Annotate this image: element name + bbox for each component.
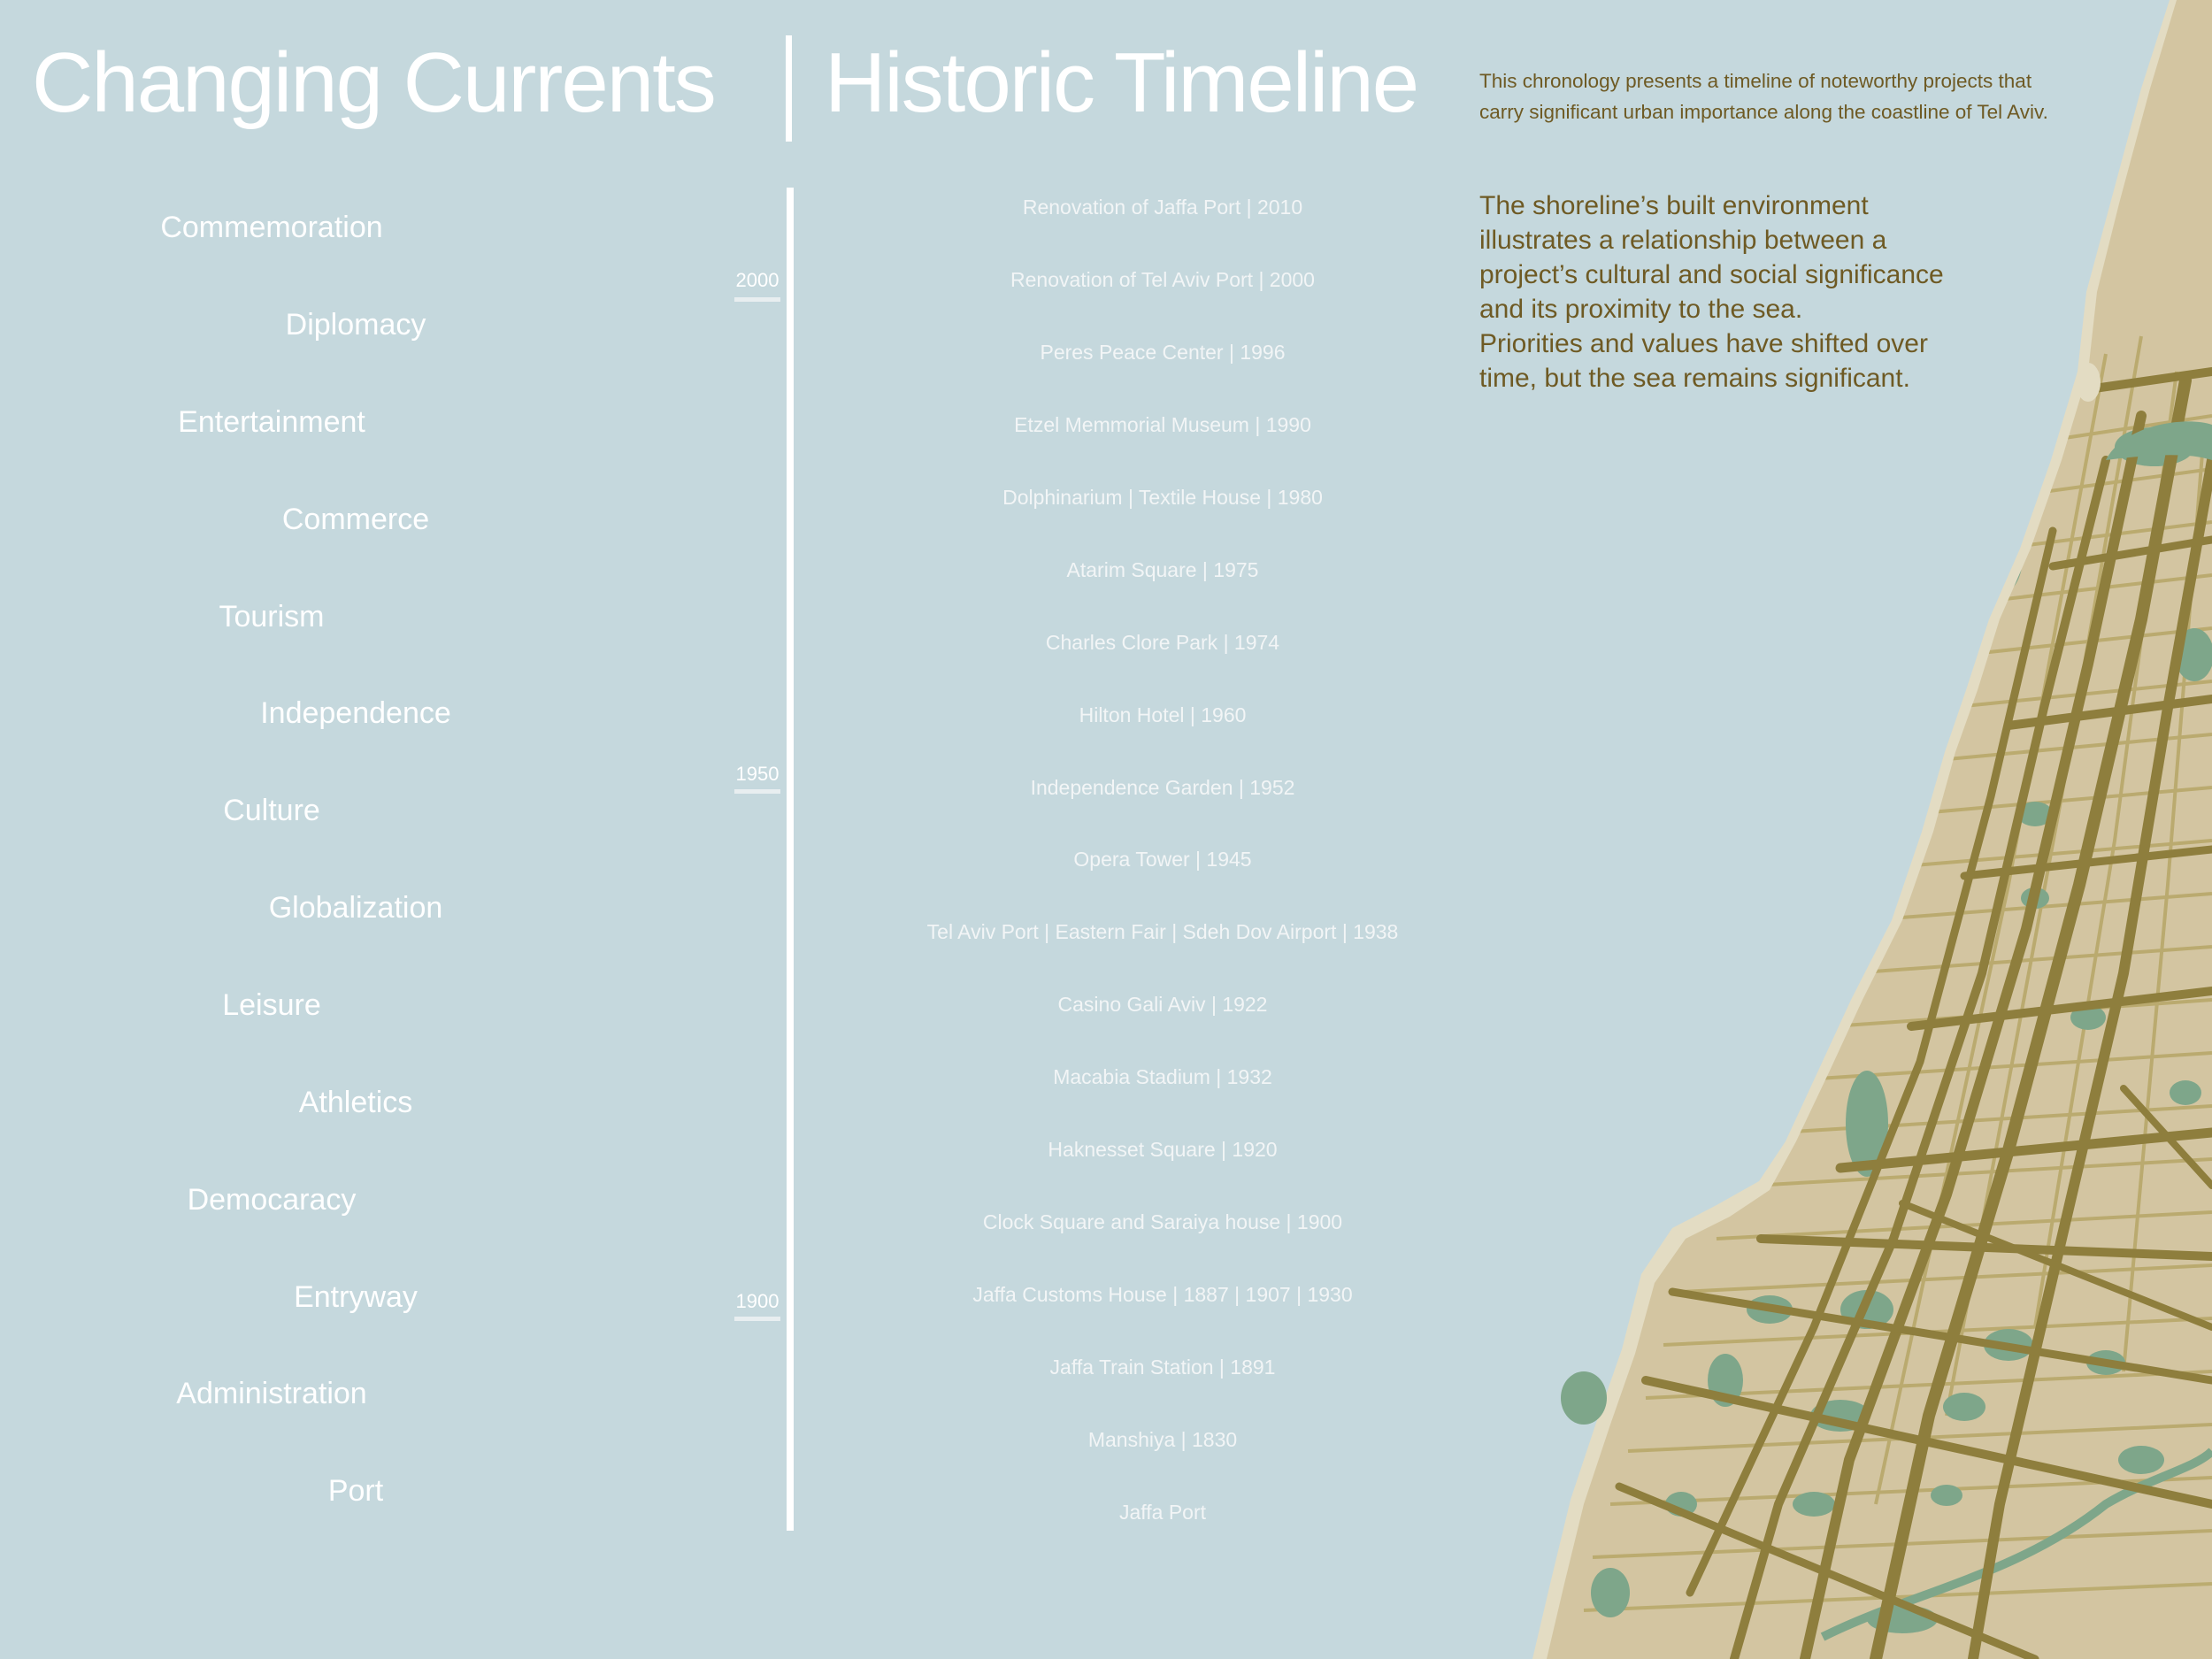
timeline-event: Opera Tower | 1945	[1073, 848, 1252, 871]
theme-label: Commerce	[281, 503, 430, 536]
timeline-event: Macabia Stadium | 1932	[1053, 1065, 1272, 1088]
timeline-event: Independence Garden | 1952	[1030, 776, 1295, 799]
axis-year-label: 1950	[735, 763, 780, 785]
theme-label: Democaracy	[187, 1183, 357, 1217]
intro-paragraph	[1479, 65, 2152, 127]
axis-year-label: 1900	[735, 1290, 780, 1312]
theme-label: Leisure	[222, 988, 321, 1022]
title-separator	[786, 35, 792, 142]
timeline-event: Clock Square and Saraiya house | 1900	[982, 1210, 1343, 1233]
intro-line-2: carry significant urban importance along the coastline of Tel Aviv.	[1479, 101, 2048, 123]
timeline-event: Haknesset Square | 1920	[1048, 1138, 1278, 1161]
timeline-event: Peres Peace Center | 1996	[1040, 341, 1286, 364]
statement-line: Priorities and values have shifted over	[1479, 329, 1928, 358]
theme-label: Entertainment	[178, 405, 365, 439]
theme-label: Port	[327, 1474, 384, 1508]
statement-line: project’s cultural and social significance	[1479, 260, 1944, 289]
theme-label: Tourism	[219, 600, 325, 634]
timeline-event: Atarim Square | 1975	[1066, 558, 1259, 581]
axis-year-label: 2000	[735, 269, 780, 291]
timeline-event: Dolphinarium | Textile House | 1980	[1002, 486, 1323, 509]
page-title-left: Changing Currents	[32, 35, 715, 130]
timeline-event: Tel Aviv Port | Eastern Fair | Sdeh Dov Airport | 1938	[926, 920, 1399, 943]
statement-line: and its proximity to the sea.	[1479, 295, 1803, 324]
statement-line: time, but the sea remains significant.	[1479, 364, 1910, 393]
theme-label: Culture	[223, 794, 320, 827]
theme-label: Diplomacy	[285, 308, 426, 342]
timeline-event: Renovation of Jaffa Port | 2010	[1022, 196, 1303, 219]
theme-label: Entryway	[294, 1280, 418, 1314]
theme-label: Globalization	[268, 891, 443, 925]
statement-paragraph	[1479, 188, 2081, 396]
theme-label: Administration	[176, 1377, 367, 1410]
axis-year-tick	[734, 1317, 780, 1321]
timeline-event: Renovation of Tel Aviv Port | 2000	[1010, 268, 1315, 291]
axis-year-tick	[734, 789, 780, 794]
timeline-event: Charles Clore Park | 1974	[1045, 631, 1280, 654]
theme-label: Commemoration	[160, 211, 383, 244]
theme-label: Athletics	[298, 1086, 413, 1119]
axis-year-tick	[734, 297, 780, 302]
intro-line-1: This chronology presents a timeline of noteworthy projects that	[1479, 70, 2032, 92]
timeline-axis	[787, 188, 794, 1531]
theme-label: Independence	[260, 696, 451, 730]
timeline-event: Casino Gali Aviv | 1922	[1057, 993, 1268, 1016]
timeline-event: Etzel Memmorial Museum | 1990	[1014, 413, 1311, 436]
statement-line: illustrates a relationship between a	[1479, 226, 1887, 255]
timeline-event: Hilton Hotel | 1960	[1079, 703, 1247, 726]
timeline-event: Manshiya | 1830	[1087, 1428, 1238, 1451]
timeline-event: Jaffa Customs House | 1887 | 1907 | 1930	[972, 1283, 1353, 1306]
timeline-event: Jaffa Port	[1118, 1501, 1207, 1524]
timeline-event: Jaffa Train Station | 1891	[1049, 1356, 1276, 1379]
statement-line: The shoreline’s built environment	[1479, 191, 1869, 220]
page-title-right: Historic Timeline	[825, 35, 1418, 130]
